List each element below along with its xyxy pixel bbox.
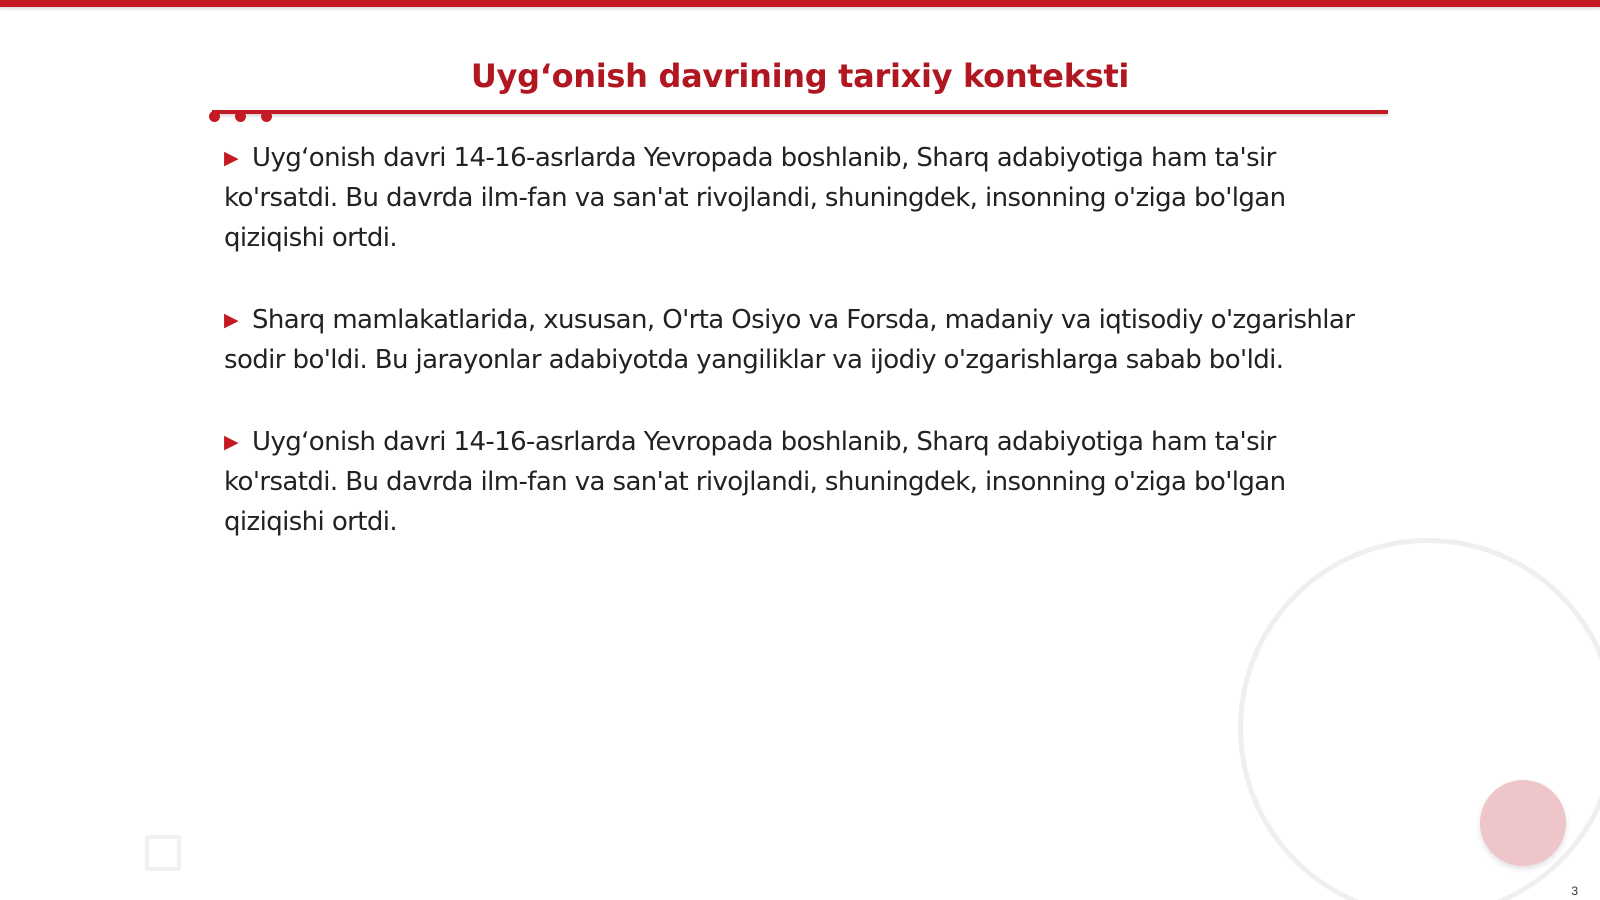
- bullet-item: [224, 138, 1374, 258]
- slide-title: Uygʻonish davrining tarixiy konteksti: [470, 57, 1130, 95]
- bullet-text: Uygʻonish davri 14-16-asrlarda Yevropada boshlanib, Sharq adabiyotiga ham ta'sir ko'rsatdi. Bu davrda ilm-fan va san'at rivojlandi, shuningdek, insonning o'ziga bo'lgan qiziqishi ortdi.: [224, 427, 1286, 537]
- top-accent-bar: [0, 0, 1600, 7]
- bullet-arrow-icon: ▶: [224, 309, 239, 331]
- decorative-square: [145, 835, 181, 871]
- bullet-list: [224, 138, 1374, 584]
- bullet-item: [224, 300, 1374, 380]
- bullet-arrow-icon: ▶: [224, 147, 239, 169]
- underline-dot-2: [235, 111, 246, 122]
- bullet-text: Uygʻonish davri 14-16-asrlarda Yevropada boshlanib, Sharq adabiyotiga ham ta'sir ko'rsatdi. Bu davrda ilm-fan va san'at rivojlandi, shuningdek, insonning o'ziga bo'lgan qiziqishi ortdi.: [224, 143, 1286, 253]
- underline-dot-1: [209, 111, 220, 122]
- bullet-arrow-icon: ▶: [224, 431, 239, 453]
- page-number: 3: [1571, 884, 1578, 898]
- bullet-text: Sharq mamlakatlarida, xususan, O'rta Osiyo va Forsda, madaniy va iqtisodiy o'zgarishlar sodir bo'ldi. Bu jarayonlar adabiyotda yangiliklar va ijodiy o'zgarishlarga sabab bo'ldi.: [224, 305, 1355, 375]
- bullet-item: [224, 422, 1374, 542]
- title-underline: [212, 110, 1388, 114]
- decorative-circle: [1480, 780, 1566, 866]
- underline-dot-3: [261, 111, 272, 122]
